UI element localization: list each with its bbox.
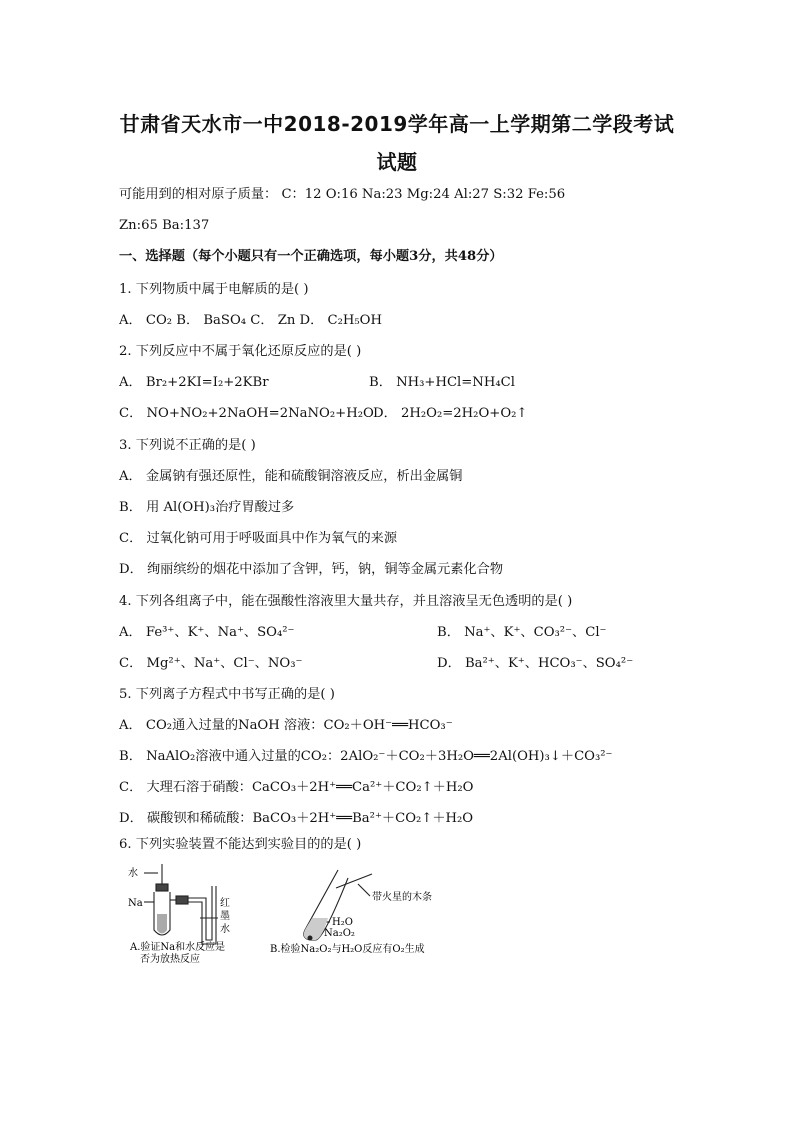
question-2-stem: 2. 下列反应中不属于氧化还原反应的是( ) — [119, 344, 362, 359]
question-5-option-a: A． CO₂通入过量的NaOH 溶液：CO₂＋OH⁻══HCO₃⁻ — [119, 718, 453, 733]
question-3-stem: 3. 下列说不正确的是( ) — [119, 438, 256, 453]
figure-a-water-label: 水 — [128, 868, 138, 879]
figure-a-red-label: 红 — [220, 898, 230, 909]
section-heading: 一、选择题（每个小题只有一个正确选项，每小题3分，共48分） — [119, 249, 503, 264]
question-6-stem: 6. 下列实验装置不能达到实验目的的是( ) — [119, 837, 362, 852]
question-2-option-a: A． Br₂+2KI=I₂+2KBr — [119, 375, 269, 390]
question-3-option-b: B． 用 Al(OH)₃治疗胃酸过多 — [119, 500, 295, 515]
question-1-options: A． CO₂ B． BaSO₄ C． Zn D． C₂H₅OH — [119, 313, 382, 328]
figure-b-apparatus — [266, 866, 436, 956]
figure-b-caption: B.检验Na₂O₂与H₂O反应有O₂生成 — [270, 944, 425, 955]
figure-a-apparatus — [126, 862, 236, 966]
question-1-stem: 1. 下列物质中属于电解质的是( ) — [119, 282, 309, 297]
question-5-option-d: D． 碳酸钡和稀硫酸：BaCO₃＋2H⁺══Ba²⁺＋CO₂↑＋H₂O — [119, 811, 474, 826]
figure-a-na-label: Na — [128, 898, 143, 909]
figure-a-ink-label: 墨 — [220, 911, 230, 922]
question-5-option-c: C． 大理石溶于硝酸：CaCO₃＋2H⁺══Ca²⁺＋CO₂↑＋H₂O — [119, 780, 474, 795]
exam-title-line2: 试题 — [376, 150, 418, 174]
atomic-masses-line2: Zn:65 Ba:137 — [119, 218, 210, 233]
exam-title-line1: 甘肃省天水市一中2018-2019学年高一上学期第二学段考试 — [119, 112, 675, 136]
figure-b-h2o-label: H₂O — [332, 917, 353, 928]
question-2-option-c: C． NO+NO₂+2NaOH=2NaNO₂+H₂O — [119, 406, 374, 421]
question-2-option-d: D． 2H₂O₂=2H₂O+O₂↑ — [373, 406, 528, 421]
question-3-option-a: A． 金属钠有强还原性，能和硫酸铜溶液反应，析出金属铜 — [119, 469, 463, 484]
figure-b-splint-label: 带火星的木条 — [372, 892, 432, 903]
figure-b-na2o2-label: Na₂O₂ — [324, 928, 355, 939]
atomic-masses-line1: 可能用到的相对原子质量： C：12 O:16 Na:23 Mg:24 Al:27 S:32 Fe:56 — [119, 187, 566, 202]
figure-a-water2-label: 水 — [220, 924, 230, 935]
question-4-option-c: C． Mg²⁺、Na⁺、Cl⁻、NO₃⁻ — [119, 656, 303, 671]
question-3-option-d: D． 绚丽缤纷的烟花中添加了含钾，钙，钠，铜等金属元素化合物 — [119, 562, 504, 577]
question-4-stem: 4. 下列各组离子中，能在强酸性溶液里大量共存，并且溶液呈无色透明的是( ) — [119, 594, 573, 609]
question-4-option-b: B． Na⁺、K⁺、CO₃²⁻、Cl⁻ — [437, 625, 607, 640]
question-4-option-a: A． Fe³⁺、K⁺、Na⁺、SO₄²⁻ — [119, 625, 295, 640]
question-4-option-d: D． Ba²⁺、K⁺、HCO₃⁻、SO₄²⁻ — [437, 656, 634, 671]
question-5-stem: 5. 下列离子方程式中书写正确的是( ) — [119, 687, 335, 702]
question-3-option-c: C． 过氧化钠可用于呼吸面具中作为氧气的来源 — [119, 531, 398, 546]
question-2-option-b: B． NH₃+HCl=NH₄Cl — [369, 375, 515, 390]
figure-a-caption-line1: A.验证Na和水反应是 — [130, 942, 226, 953]
figure-a-caption-line2: 否为放热反应 — [140, 954, 200, 965]
question-5-option-b: B． NaAlO₂溶液中通入过量的CO₂：2AlO₂⁻＋CO₂＋3H₂O══2Al(OH)₃↓＋CO₃²⁻ — [119, 749, 613, 764]
